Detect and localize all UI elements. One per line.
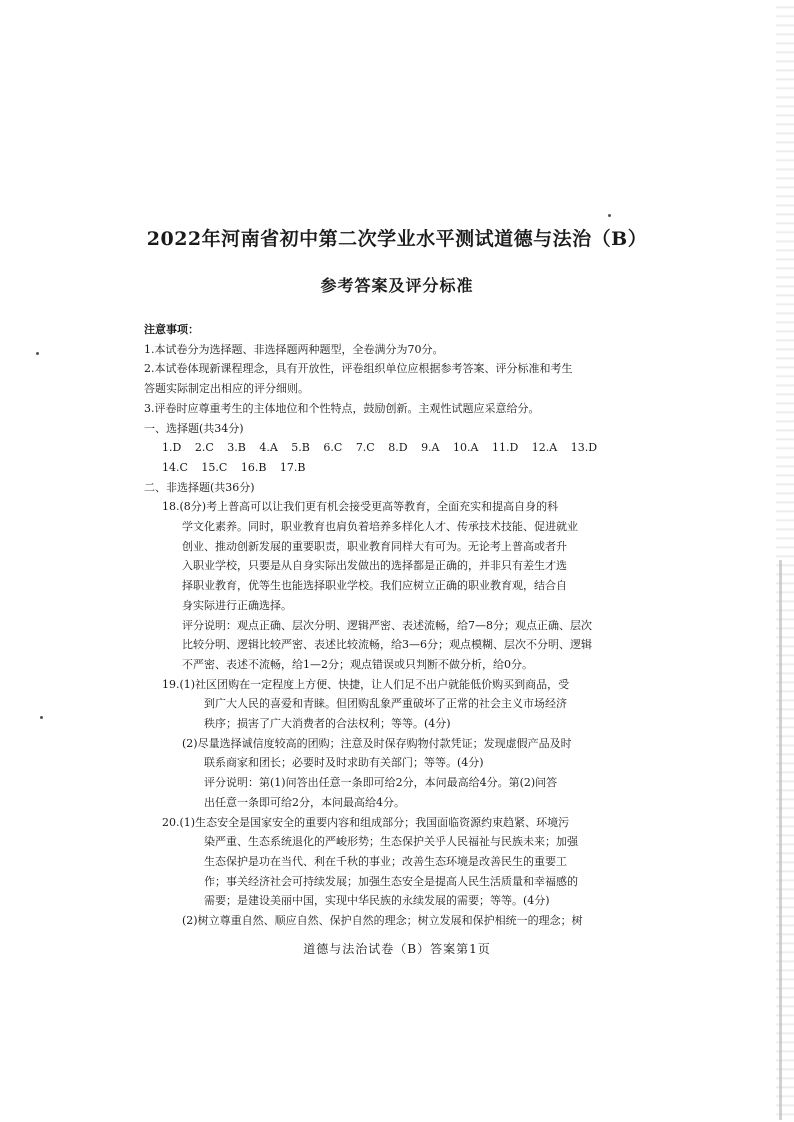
notes-heading: 注意事项：: [144, 323, 199, 336]
choice-answer: 13.D: [570, 441, 598, 455]
q19-part1-line: 秩序；损害了广大消费者的合法权利；等等。(4分): [204, 717, 451, 731]
scan-speck: [36, 352, 39, 355]
q20-part1-line: 需要；是建设美丽中国，实现中华民族的永续发展的需要；等等。(4分): [204, 894, 550, 908]
choice-answer: 6.C: [323, 441, 343, 455]
choice-answer: 5.B: [291, 441, 310, 455]
choice-answer: 7.C: [355, 441, 375, 455]
scan-edge-line: [779, 560, 782, 1120]
document-body: [144, 320, 634, 931]
note-item: 1.本试卷分为选择题、非选择题两种题型，全卷满分为70分。: [144, 342, 444, 356]
choice-answer: 10.A: [453, 441, 479, 455]
note-item: 2.本试卷体现新课程理念，具有开放性，评卷组织单位应根据参考答案、评分标准和考生: [144, 362, 573, 376]
choice-answer: 4.A: [259, 441, 278, 455]
page-title: 2022年河南省初中第二次学业水平测试道德与法治（B）: [146, 228, 648, 250]
choice-answer: 9.A: [421, 441, 440, 455]
choice-answers-row-1: [144, 438, 634, 458]
q18-scoring-note: 不严密、表述不流畅，给1—2分；观点错误或只判断不做分析，给0分。: [182, 657, 533, 671]
q19-scoring-note: 评分说明：第(1)问答出任意一条即可给2分，本问最高给4分。第(2)问答: [204, 776, 558, 790]
section-heading-choice: 一、选择题(共34分): [144, 421, 244, 435]
q20-part1-line: 20.(1)生态安全是国家安全的重要内容和组成部分；我国面临资源约束趋紧、环境污: [162, 815, 570, 829]
q20-part1-line: 染严重、生态系统退化的严峻形势；生态保护关乎人民福祉与民族未来；加强: [204, 835, 578, 849]
choice-answers-row-2: [144, 458, 634, 478]
section-heading-non-choice: 二、非选择题(共36分): [144, 480, 255, 494]
scan-speck: [40, 716, 43, 719]
q20-part1-line: 作；事关经济社会可持续发展；加强生态安全是提高人民生活质量和幸福感的: [204, 874, 578, 888]
q18-line: 18.(8分)考上普高可以让我们更有机会接受更高等教育，全面充实和提高自身的科: [162, 500, 559, 514]
choice-answer: 1.D: [162, 441, 182, 455]
q18-line: 择职业教育，优等生也能选择职业学校。我们应树立正确的职业教育观，结合自: [182, 579, 567, 593]
choice-answer: 14.C: [162, 460, 188, 474]
q19-part2-line: (2)尽量选择诚信度较高的团购；注意及时保存购物付款凭证；发现虚假产品及时: [182, 736, 572, 750]
q18-line: 身实际进行正确选择。: [182, 598, 292, 612]
q18-scoring-note: 评分说明：观点正确、层次分明、逻辑严密、表述流畅，给7—8分；观点正确、层次: [182, 618, 592, 632]
note-item: 3.评卷时应尊重考生的主体地位和个性特点，鼓励创新。主观性试题应采意给分。: [144, 401, 540, 415]
note-item: 答题实际制定出相应的评分细则。: [144, 382, 309, 396]
q18-line: 入职业学校，只要是从自身实际出发做出的选择都是正确的，并非只有差生才选: [182, 559, 567, 573]
q18-scoring-note: 比较分明、逻辑比较严密、表述比较流畅，给3—6分；观点模糊、层次不分明、逻辑: [182, 638, 592, 652]
choice-answer: 3.B: [227, 441, 246, 455]
q19-part2-line: 联系商家和团长；必要时及时求助有关部门；等等。(4分): [204, 756, 484, 770]
choice-answer: 8.D: [388, 441, 408, 455]
q19-part1-line: 到广大人民的喜爱和青睐。但团购乱象严重破坏了正常的社会主义市场经济: [204, 697, 567, 711]
choice-answer: 2.C: [194, 441, 214, 455]
choice-answer: 16.B: [240, 460, 267, 474]
q19-part1-line: 19.(1)社区团购在一定程度上方便、快捷，让人们足不出户就能低价购买到商品，受: [162, 677, 570, 691]
choice-answer: 15.C: [201, 460, 228, 474]
choice-answer: 11.D: [491, 441, 519, 455]
page-subtitle: 参考答案及评分标准: [320, 276, 474, 295]
q19-scoring-note: 出任意一条即可给2分，本问最高给4分。: [204, 795, 405, 809]
choice-answer: 12.A: [531, 441, 558, 455]
scan-speck: [608, 214, 611, 217]
q20-part2-line: (2)树立尊重自然、顺应自然、保护自然的理念；树立发展和保护相统一的理念；树: [182, 914, 583, 928]
q18-line: 学文化素养。同时，职业教育也肩负着培养多样化人才、传承技术技能、促进就业: [182, 520, 578, 534]
page-footer: 道德与法治试卷（B）答案第1页: [303, 942, 491, 956]
choice-answer: 17.B: [279, 460, 306, 474]
q20-part1-line: 生态保护是功在当代、利在千秋的事业；改善生态环境是改善民生的重要工: [204, 854, 567, 868]
q18-line: 创业、推动创新发展的重要职责，职业教育同样大有可为。无论考上普高或者升: [182, 539, 567, 553]
